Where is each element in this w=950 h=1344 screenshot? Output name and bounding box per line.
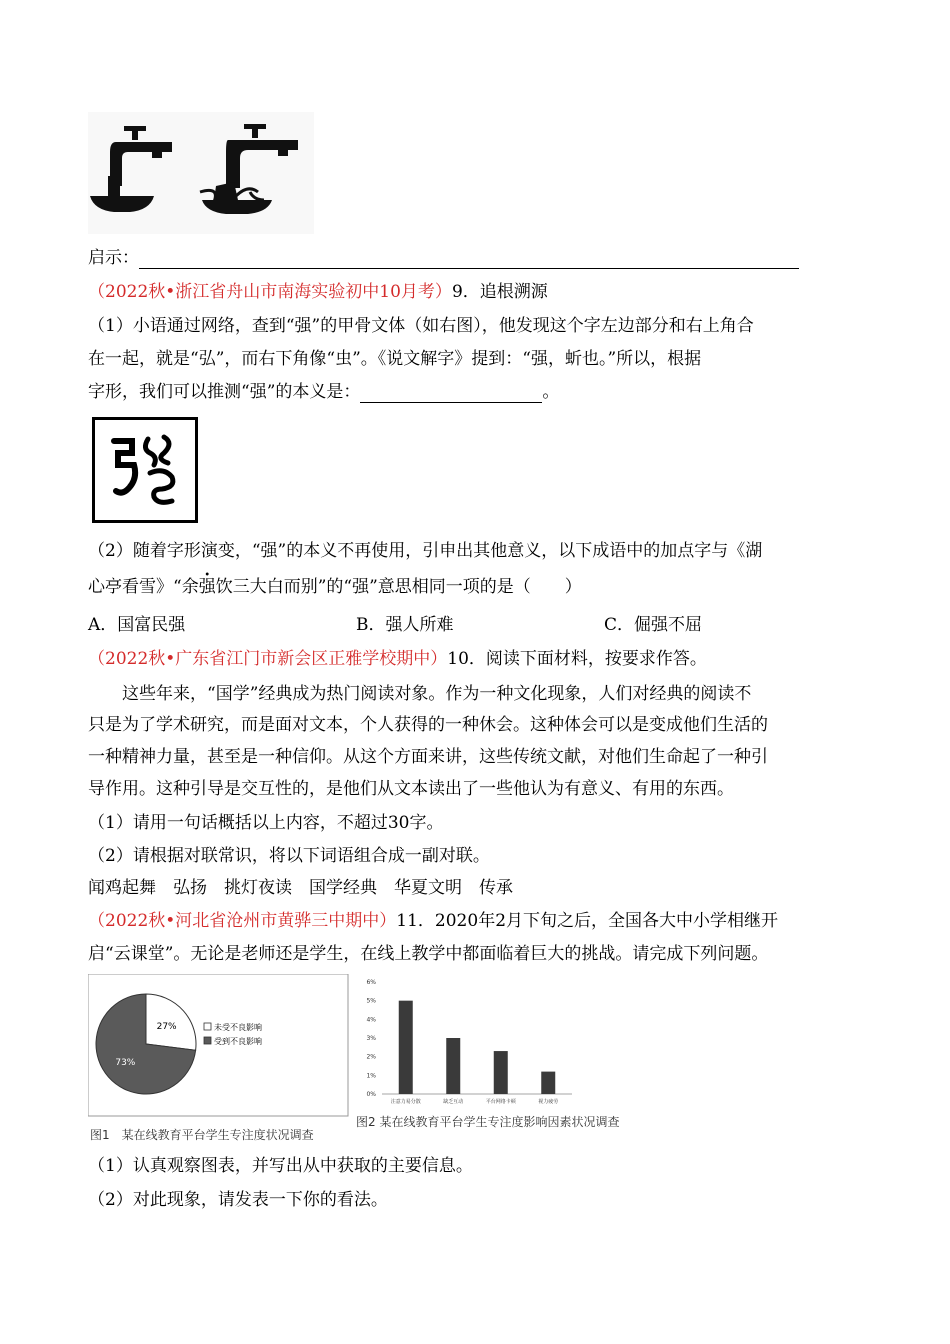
bar bbox=[541, 1072, 555, 1094]
figure2-caption: 图2 某在线教育平台学生专注度影响因素状况调查 bbox=[356, 1115, 620, 1129]
q10-passage-line: 导作用。这种引导是交互性的，是他们从文本读出了一些他认为有意义、有用的东西。 bbox=[88, 779, 734, 799]
legend-swatch bbox=[204, 1023, 211, 1030]
legend-label: 受到不良影响 bbox=[214, 1037, 262, 1046]
q9-p2-line1: （2）随着字形演变，“强”的本义不再使用，引申出其他意义，以下成语中的加点字与《湖 bbox=[88, 541, 763, 561]
q11-sub2: （2）对此现象，请发表一下你的看法。 bbox=[88, 1190, 388, 1210]
legend-swatch bbox=[204, 1037, 211, 1044]
oracle-glyph-icon bbox=[102, 427, 188, 513]
q10-source: （2022秋•广东省江门市新会区正雅学校期中） bbox=[88, 649, 448, 669]
q9-p1-line1: （1）小语通过网络，查到“强”的甲骨文体（如右图），他发现这个字左边部分和右上角合 bbox=[88, 316, 754, 336]
q9-source: （2022秋•浙江省舟山市南海实验初中10月考） bbox=[88, 282, 452, 302]
q11-title-line2: 启“云课堂”。无论是老师还是学生，在线上教学中都面临着巨大的挑战。请完成下列问题。 bbox=[88, 944, 769, 964]
x-category-label: 视力疲劳 bbox=[538, 1099, 559, 1105]
option-a[interactable]: A．国富民强 bbox=[88, 615, 186, 635]
legend-label: 未受不良影响 bbox=[214, 1023, 262, 1032]
bar-chart-figure bbox=[356, 974, 586, 1114]
option-c[interactable]: C．倔强不屈 bbox=[604, 615, 703, 635]
q10-sub1: （1）请用一句话概括以上内容，不超过30字。 bbox=[88, 813, 444, 833]
y-tick-label: 4% bbox=[366, 1016, 376, 1024]
faucet-illustration bbox=[88, 112, 314, 234]
q10-title: 10．阅读下面材料，按要求作答。 bbox=[447, 649, 707, 669]
q10-passage-line: 这些年来，“国学”经典成为热门阅读对象。作为一种文化现象，人们对经典的阅读不 bbox=[122, 684, 752, 704]
q10-words: 闻鸡起舞 弘扬 挑灯夜读 国学经典 华夏文明 传承 bbox=[88, 878, 513, 898]
emphasis-char: 强 bbox=[198, 577, 216, 597]
q10-sub2: （2）请根据对联常识，将以下词语组合成一副对联。 bbox=[88, 846, 490, 866]
q10-passage-line: 一种精神力量，甚至是一种信仰。从这个方面来讲，这些传统文献，对他们生命起了一种引 bbox=[88, 747, 768, 767]
hint-label: 启示： bbox=[88, 248, 139, 268]
x-category-label: 注意力易分散 bbox=[390, 1099, 421, 1105]
y-tick-label: 0% bbox=[366, 1091, 376, 1098]
bar bbox=[446, 1038, 460, 1094]
y-tick-label: 5% bbox=[366, 997, 376, 1005]
q9-p1-line3: 字形，我们可以推测“强”的本义是： bbox=[88, 382, 361, 402]
y-tick-label: 6% bbox=[366, 979, 376, 986]
figure1-caption: 图1 某在线教育平台学生专注度状况调查 bbox=[90, 1128, 314, 1142]
y-tick-label: 3% bbox=[366, 1035, 376, 1042]
y-tick-label: 1% bbox=[366, 1072, 376, 1080]
option-b[interactable]: B．强人所难 bbox=[356, 615, 454, 635]
q11-title: 11．2020年2月下旬之后，全国各大中小学相继开 bbox=[396, 911, 779, 931]
pie-value-label: 73% bbox=[115, 1058, 136, 1069]
q9-title: 9．追根溯源 bbox=[451, 282, 548, 302]
bar bbox=[399, 1001, 413, 1094]
q11-source: （2022秋•河北省沧州市黄骅三中期中） bbox=[88, 911, 397, 931]
bar bbox=[494, 1051, 508, 1094]
pie-chart-figure bbox=[88, 974, 350, 1122]
q9-p1-line2: 在一起，就是“弘”，而右下角像“虫”。《说文解字》提到：“强，蚚也。”所以，根据 bbox=[88, 349, 702, 369]
x-category-label: 缺乏互动 bbox=[443, 1099, 464, 1105]
x-category-label: 平台网络卡顿 bbox=[485, 1099, 516, 1105]
hint-answer-blank[interactable] bbox=[139, 248, 799, 269]
q9-answer-blank[interactable] bbox=[360, 382, 542, 403]
pie-value-label: 27% bbox=[156, 1021, 177, 1032]
y-tick-label: 2% bbox=[366, 1053, 376, 1061]
q10-passage-line: 只是为了学术研究，而是面对文本，个人获得的一种休会。这种体会可以是变成他们生活的 bbox=[88, 715, 768, 735]
oracle-glyph-box bbox=[92, 417, 198, 523]
q11-sub1: （1）认真观察图表，并写出从中获取的主要信息。 bbox=[88, 1156, 473, 1176]
